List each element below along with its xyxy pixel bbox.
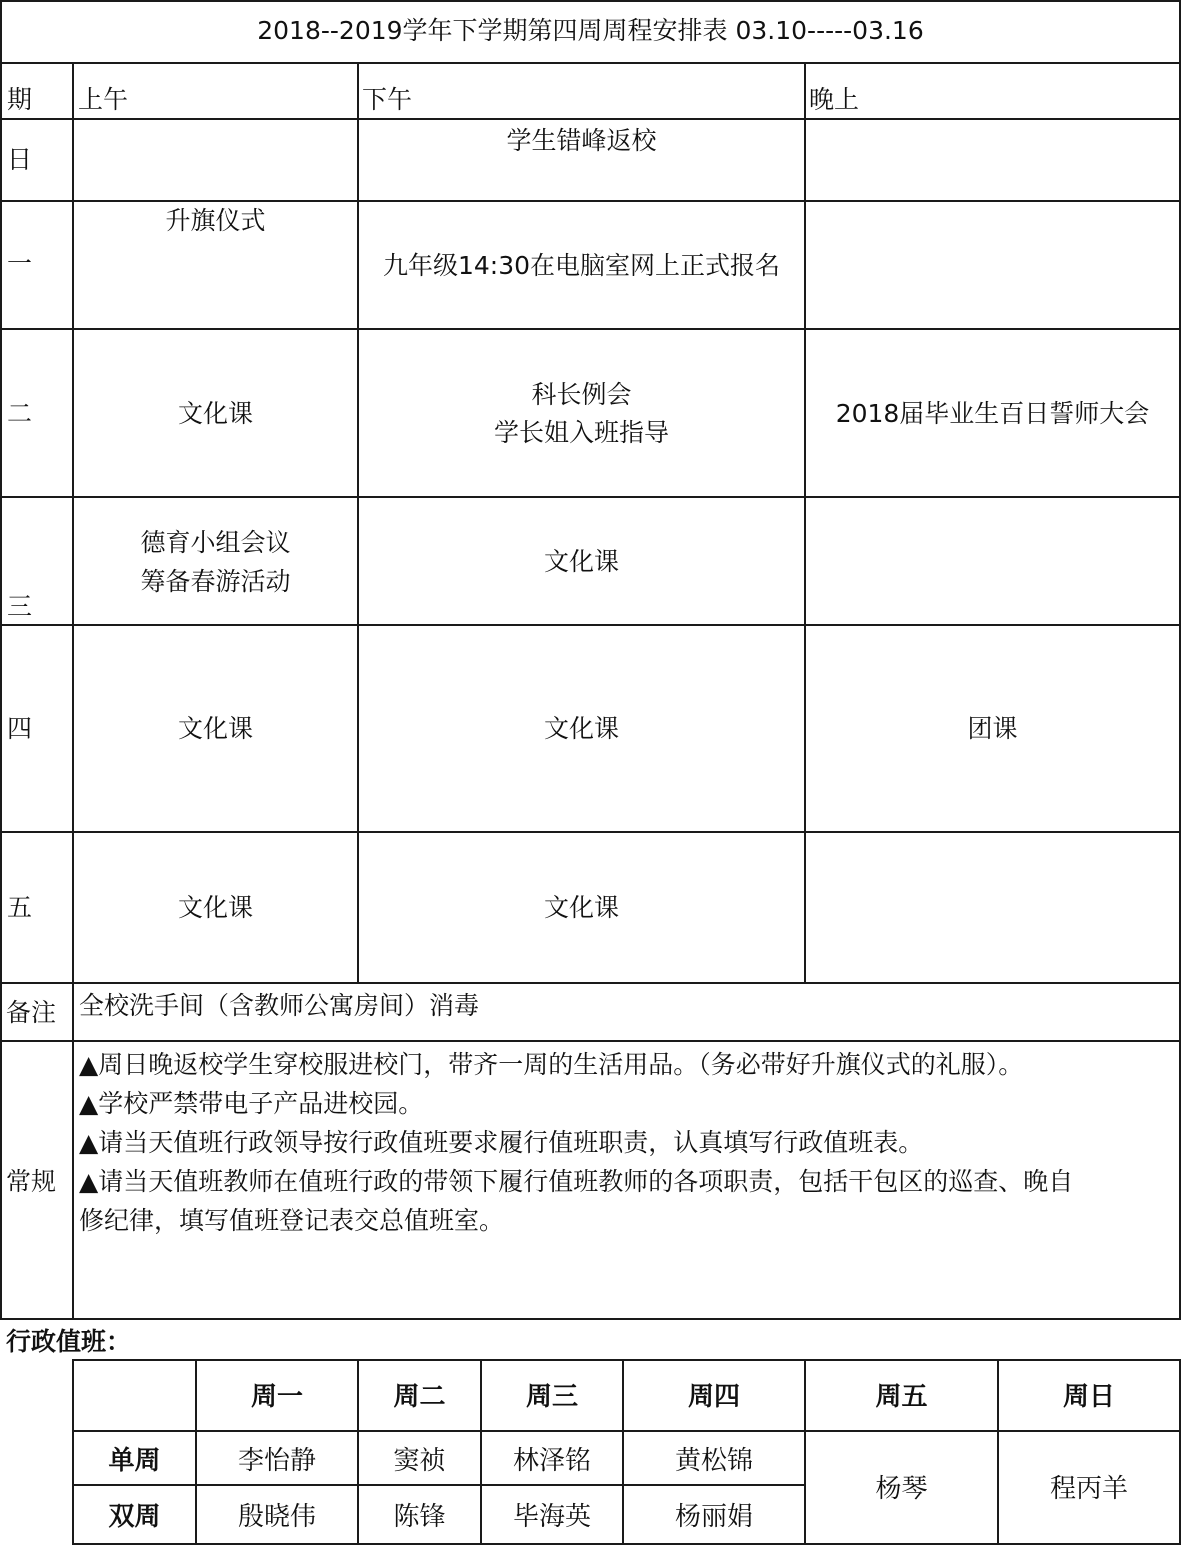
single-week-label: 单周 <box>108 1446 161 1476</box>
duty-day-header: 周五 <box>875 1382 928 1412</box>
row-divider <box>0 831 1181 833</box>
afternoon-cell-line: 科长例会 <box>531 380 632 409</box>
routine-line: ▲请当天值班教师在值班行政的带领下履行值班教师的各项职责，包括干包区的巡查、晚自 <box>79 1167 1074 1196</box>
routine-line: ▲周日晚返校学生穿校服进校门，带齐一周的生活用品。（务必带好升旗仪式的礼服）。 <box>79 1050 1024 1079</box>
afternoon-cell: 文化课 <box>543 547 619 576</box>
duty-name: 黄松锦 <box>674 1446 753 1476</box>
day-label: 一 <box>7 249 33 278</box>
morning-cell: 文化课 <box>177 714 253 743</box>
afternoon-cell-line: 学长姐入班指导 <box>493 418 669 447</box>
morning-cell: 文化课 <box>177 399 253 428</box>
afternoon-cell: 学生错峰返校 <box>506 126 657 155</box>
morning-cell: 升旗仪式 <box>165 206 266 235</box>
day-label: 二 <box>7 399 33 428</box>
duty-day-header: 周三 <box>525 1382 578 1412</box>
double-week-label: 双周 <box>108 1502 161 1532</box>
header-day: 期 <box>7 85 33 114</box>
duty-name: 殷晓伟 <box>237 1502 316 1532</box>
day-label: 四 <box>7 714 33 743</box>
duty-name: 陈锋 <box>393 1502 446 1532</box>
routine-label: 常规 <box>6 1167 57 1196</box>
duty-name: 杨丽娟 <box>674 1502 753 1532</box>
morning-cell-line: 筹备春游活动 <box>140 567 291 596</box>
table-border-left <box>0 0 2 1320</box>
duty-day-header: 周四 <box>687 1382 740 1412</box>
duty-name-sunday: 程丙羊 <box>1049 1474 1128 1504</box>
page-title: 2018--2019学年下学期第四周周程安排表 03.10-----03.16 <box>257 16 924 45</box>
duty-row-divider <box>72 1484 806 1486</box>
routine-line: ▲请当天值班行政领导按行政值班要求履行值班职责，认真填写行政值班表。 <box>79 1128 924 1157</box>
table-border-bottom <box>0 1318 1181 1320</box>
header-morning: 上午 <box>78 85 129 114</box>
duty-day-header: 周二 <box>393 1382 446 1412</box>
duty-day-header: 周一 <box>250 1382 303 1412</box>
evening-cell: 团课 <box>967 714 1018 743</box>
evening-cell: 2018届毕业生百日誓师大会 <box>835 399 1150 428</box>
morning-cell: 文化课 <box>177 893 253 922</box>
row-divider <box>0 496 1181 498</box>
remarks-label: 备注 <box>6 998 57 1027</box>
day-label: 日 <box>7 145 33 174</box>
duty-name: 林泽铭 <box>512 1446 591 1476</box>
remarks-text: 全校洗手间（含教师公寓房间）消毒 <box>79 991 480 1020</box>
day-label: 三 <box>7 592 33 621</box>
duty-day-header: 周日 <box>1062 1382 1115 1412</box>
row-divider <box>0 1040 1181 1042</box>
table-border-top <box>0 0 1181 2</box>
row-divider <box>0 982 1181 984</box>
routine-notes <box>79 1045 1179 1240</box>
routine-line: 修纪律，填写值班登记表交总值班室。 <box>79 1206 505 1235</box>
afternoon-cell: 文化课 <box>543 714 619 743</box>
duty-name: 李怡静 <box>237 1446 316 1476</box>
duty-name: 毕海英 <box>512 1502 591 1532</box>
routine-line: ▲学校严禁带电子产品进校园。 <box>79 1089 424 1118</box>
duty-border-bottom <box>72 1543 1181 1545</box>
duty-heading: 行政值班： <box>6 1327 132 1356</box>
row-divider <box>0 624 1181 626</box>
duty-name: 窦祯 <box>393 1446 446 1476</box>
duty-row-divider <box>72 1430 1181 1432</box>
col-divider <box>72 62 74 1320</box>
row-divider <box>0 62 1181 64</box>
header-evening: 晚上 <box>809 85 860 114</box>
duty-border-top <box>72 1359 1181 1361</box>
day-label: 五 <box>7 893 33 922</box>
afternoon-cell: 九年级14:30在电脑室网上正式报名 <box>382 251 781 280</box>
row-divider <box>0 328 1181 330</box>
morning-cell-line: 德育小组会议 <box>140 528 291 557</box>
col-divider <box>804 62 806 984</box>
afternoon-cell: 文化课 <box>543 893 619 922</box>
header-afternoon: 下午 <box>362 85 413 114</box>
col-divider <box>357 62 359 984</box>
duty-name-friday: 杨琴 <box>875 1474 928 1504</box>
row-divider <box>0 118 1181 120</box>
